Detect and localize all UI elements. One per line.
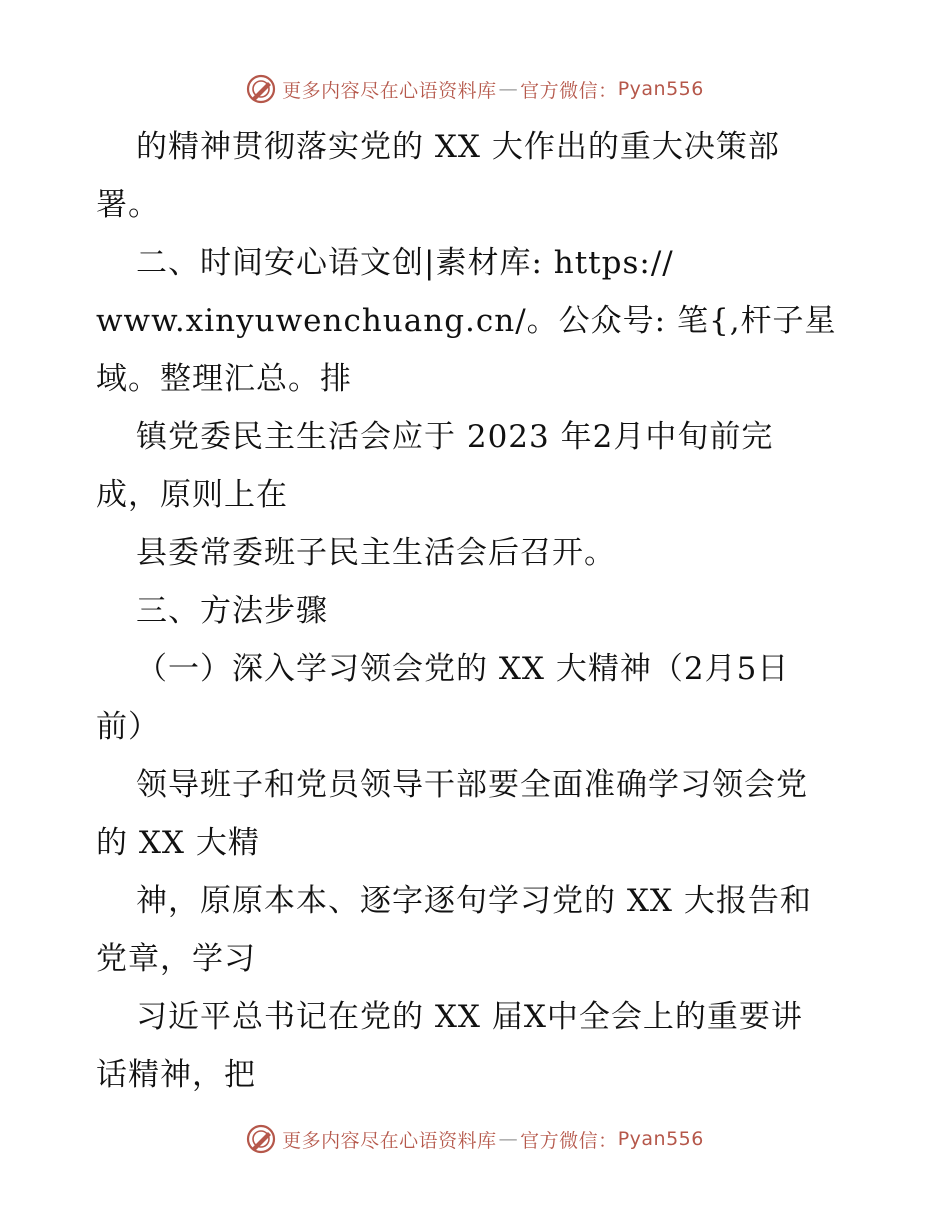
body-line: 话精神，把 xyxy=(96,1057,256,1093)
footer-contact-label: 官方微信： xyxy=(520,1129,618,1152)
body-line: 神，原原本本、逐字逐句学习党的 XX 大报告和 xyxy=(136,883,812,919)
body-line: 成，原则上在 xyxy=(96,477,288,513)
body-line: 镇党委民主生活会应于 2023 年2月中旬前完 xyxy=(136,419,774,455)
header-contact-id: Pyan556 xyxy=(617,78,704,100)
body-line: 二、时间安心语文创|素材库: https:// xyxy=(136,245,674,281)
pen-logo-icon xyxy=(246,1124,276,1154)
body-line: 党章，学习 xyxy=(96,941,256,977)
body-line: 习近平总书记在党的 XX 届X中全会上的重要讲 xyxy=(136,999,803,1035)
document-body xyxy=(96,118,856,1104)
body-line: 的精神贯彻落实党的 XX 大作出的重大决策部 xyxy=(136,129,780,165)
body-line: 领导班子和党员领导干部要全面准确学习领会党 xyxy=(136,767,808,803)
footer-brand: 更多内容尽在心语资料库 xyxy=(282,1129,497,1152)
subsection-heading: （一）深入学习领会党的 XX 大精神（2月5日 xyxy=(136,651,790,687)
body-line: 域。整理汇总。排 xyxy=(96,361,352,397)
header-contact-label: 官方微信： xyxy=(520,79,618,102)
footer-banner xyxy=(0,1124,950,1154)
section-heading: 三、方法步骤 xyxy=(136,593,328,629)
pen-logo-icon xyxy=(246,74,276,104)
body-line: 署。 xyxy=(96,187,160,223)
body-line: 的 XX 大精 xyxy=(96,825,260,861)
header-separator: — xyxy=(498,78,519,100)
footer-contact-id: Pyan556 xyxy=(617,1128,704,1150)
body-line: 县委常委班子民主生活会后召开。 xyxy=(136,535,616,571)
body-line: 前） xyxy=(96,709,160,745)
header-brand: 更多内容尽在心语资料库 xyxy=(282,79,497,102)
header-banner xyxy=(0,74,950,104)
body-line: www.xinyuwenchuang.cn/。公众号: 笔{,杆子星 xyxy=(96,303,837,339)
footer-separator: — xyxy=(498,1128,519,1150)
